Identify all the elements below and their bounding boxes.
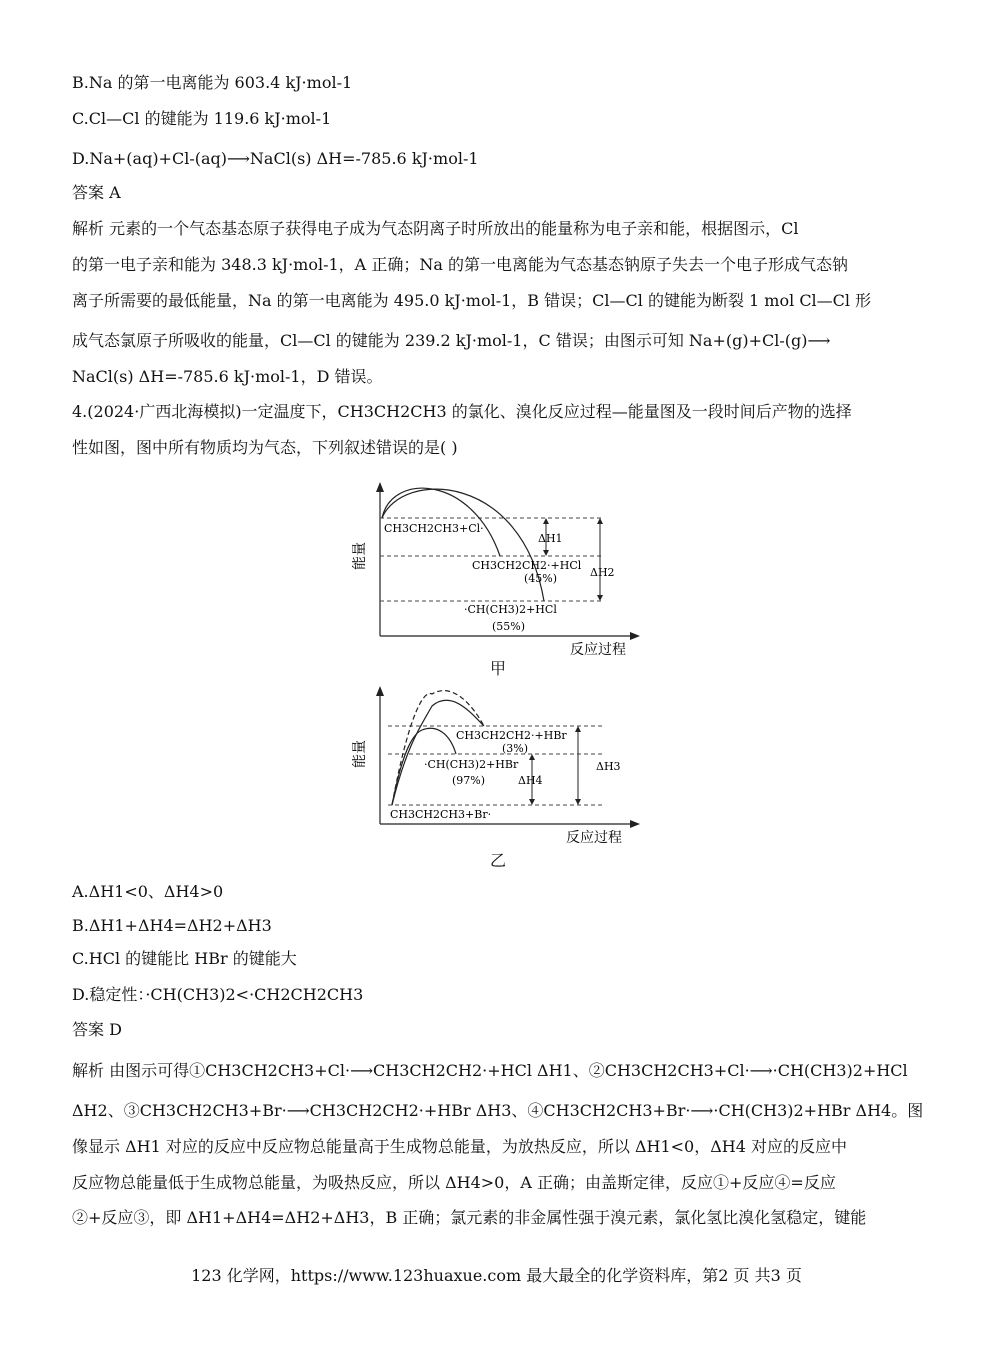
analysis-line: 的第一电子亲和能为 348.3 kJ·mol-1，A 正确；Na 的第一电离能为气态基态钠原子失去一个电子形成气态钠 <box>72 255 848 274</box>
delta-h1-label: ΔH1 <box>538 532 563 545</box>
level-mid-label: CH3CH2CH2·+HCl <box>472 559 582 572</box>
analysis-line: 离子所需要的最低能量，Na 的第一电离能为 495.0 kJ·mol-1，B 错误；Cl—Cl 的键能为断裂 1 mol Cl—Cl 形 <box>72 291 872 310</box>
analysis-line: ΔH2、③CH3CH2CH3+Br·⟶CH3CH2CH2·+HBr ΔH3、④CH3CH2CH3+Br·⟶·CH(CH3)2+HBr ΔH4。图 <box>72 1101 924 1120</box>
page-footer: 123 化学网，https://www.123huaxue.com 最大最全的化学资料库，第2 页 共3 页 <box>191 1266 802 1285</box>
question-4-text: 4.(2024·广西北海模拟)一定温度下，CH3CH2CH3 的氯化、溴化反应过程—能量图及一段时间后产物的选择 <box>72 402 852 421</box>
analysis-line: ②+反应③，即 ΔH1+ΔH4=ΔH2+ΔH3，B 正确；氯元素的非金属性强于溴元素，氯化氢比溴化氢稳定，键能 <box>72 1208 867 1227</box>
x-axis-label: 反应过程 <box>566 830 622 846</box>
level-low-label: ·CH(CH3)2+HCl <box>464 603 557 616</box>
level-reactant-label: CH3CH2CH3+Br· <box>390 808 492 821</box>
delta-h4-label: ΔH4 <box>518 774 543 787</box>
answer-text: 答案 D <box>72 1020 122 1039</box>
level-top-pct: (3%) <box>502 742 529 755</box>
delta-h3-label: ΔH3 <box>596 760 621 773</box>
figure-jia-caption: 甲 <box>490 659 507 678</box>
option-d-text: D.稳定性：·CH(CH3)2<·CH2CH2CH3 <box>72 985 364 1004</box>
option-a-text: A.ΔH1<0、ΔH4>0 <box>72 882 224 901</box>
analysis-line: 解析 由图示可得①CH3CH2CH3+Cl·⟶CH3CH2CH2·+HCl ΔH1、②CH3CH2CH3+Cl·⟶·CH(CH3)2+HCl <box>72 1061 908 1080</box>
option-b-text: B.ΔH1+ΔH4=ΔH2+ΔH3 <box>72 916 272 935</box>
x-axis-label: 反应过程 <box>570 642 626 658</box>
level-mid-pct: (45%) <box>524 572 558 585</box>
level-mid-label: ·CH(CH3)2+HBr <box>424 758 519 771</box>
figure-yi-caption: 乙 <box>490 851 507 870</box>
figure-yi <box>352 684 652 854</box>
figure-jia <box>352 480 652 680</box>
answer-text: 答案 A <box>72 183 121 202</box>
level-mid-pct: (97%) <box>452 774 486 787</box>
level-low-pct: (55%) <box>492 620 526 633</box>
option-d-text: D.Na+(aq)+Cl-(aq)⟶NaCl(s) ΔH=-785.6 kJ·mol-1 <box>72 149 479 168</box>
option-c-text: C.HCl 的键能比 HBr 的键能大 <box>72 949 297 968</box>
y-axis-label: 能量 <box>352 740 368 768</box>
question-4-text: 性如图，图中所有物质均为气态，下列叙述错误的是( ) <box>72 438 458 457</box>
option-c-text: C.Cl—Cl 的键能为 119.6 kJ·mol-1 <box>72 109 332 128</box>
analysis-line: 成气态氯原子所吸收的能量，Cl—Cl 的键能为 239.2 kJ·mol-1，C 错误；由图示可知 Na+(g)+Cl-(g)⟶ <box>72 331 831 350</box>
level-reactant-label: CH3CH2CH3+Cl· <box>384 522 484 535</box>
analysis-line: 像显示 ΔH1 对应的反应中反应物总能量高于生成物总能量，为放热反应，所以 ΔH1<0，ΔH4 对应的反应中 <box>72 1137 847 1156</box>
analysis-line: 反应物总能量低于生成物总能量，为吸热反应，所以 ΔH4>0，A 正确；由盖斯定律，反应①+反应④=反应 <box>72 1173 836 1192</box>
level-top-label: CH3CH2CH2·+HBr <box>456 729 567 742</box>
option-b-text: B.Na 的第一电离能为 603.4 kJ·mol-1 <box>72 73 353 92</box>
delta-h2-label: ΔH2 <box>590 566 615 579</box>
y-axis-label: 能量 <box>352 542 368 570</box>
analysis-line: 解析 元素的一个气态基态原子获得电子成为气态阴离子时所放出的能量称为电子亲和能，根据图示，Cl <box>72 219 799 238</box>
analysis-line: NaCl(s) ΔH=-785.6 kJ·mol-1，D 错误。 <box>72 367 383 386</box>
